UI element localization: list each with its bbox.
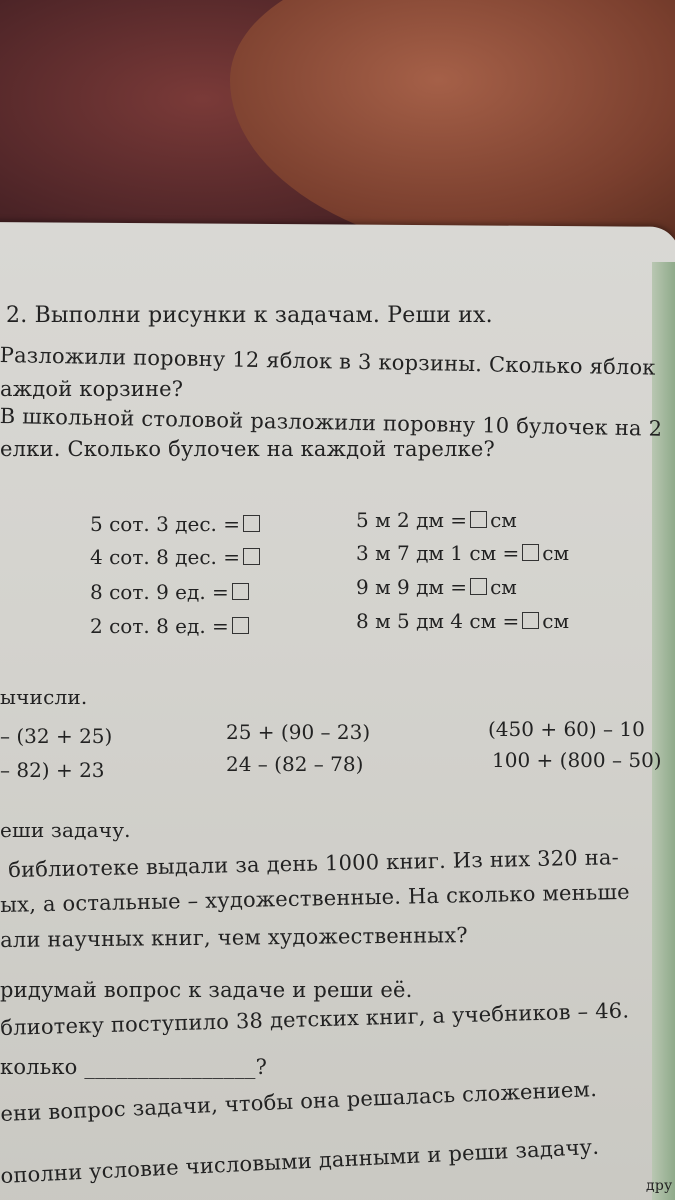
answer-box	[243, 515, 260, 532]
compute-r1-c1: – (32 + 25)	[0, 724, 113, 748]
conversion-left-3: 8 сот. 9 ед. =	[90, 580, 252, 604]
conversion-left-1: 5 сот. 3 дес. =	[90, 512, 263, 536]
conversion-right-4: 8 м 5 дм 4 см = см	[356, 609, 570, 633]
task2-line-b2: елки. Сколько булочек на каждой тарелке?	[0, 437, 495, 461]
problem-line-1: библиотеке выдали за день 1000 книг. Из них 320 на-	[8, 845, 620, 882]
task2-line-a1: Разложили поровну 12 яблок в 3 корзины. Сколько яблок	[0, 343, 656, 380]
compute-r2-c3: 100 + (800 – 50)	[492, 748, 662, 772]
task2-line-a2: аждой корзине?	[0, 377, 184, 401]
problem-line-3: али научных книг, чем художественных?	[0, 923, 468, 952]
conversion-left-4: 2 сот. 8 ед. =	[90, 614, 252, 638]
answer-box	[522, 612, 539, 629]
compute-r1-c3: (450 + 60) – 10	[488, 717, 645, 741]
task2-line-b1: В школьной столовой разложили поровну 10 булочек на 2	[0, 404, 663, 441]
problem-heading: еши задачу.	[0, 818, 131, 842]
question-line-2: колько ________________?	[0, 1055, 268, 1079]
problem-line-2: ых, а остальные – художественные. На сколько меньше	[0, 879, 631, 917]
conversion-left-2: 4 сот. 8 дес. =	[90, 545, 263, 569]
page-edge	[652, 262, 675, 1200]
compute-r2-c1: – 82) + 23	[0, 758, 105, 782]
change-line-1: ени вопрос задачи, чтобы она решалась сложением.	[0, 1077, 598, 1126]
compute-r1-c2: 25 + (90 – 23)	[226, 720, 371, 744]
compute-r2-c2: 24 – (82 – 78)	[226, 752, 364, 776]
complete-line-2: дру	[646, 1178, 673, 1194]
answer-box	[243, 548, 260, 565]
answer-box	[232, 583, 249, 600]
answer-box	[470, 511, 487, 528]
compute-heading: ычисли.	[0, 685, 88, 709]
question-heading: ридумай вопрос к задаче и реши её.	[0, 978, 413, 1002]
answer-box	[470, 578, 487, 595]
complete-line-1: ополни условие числовыми данными и реши задачу.	[0, 1134, 600, 1188]
conversion-right-2: 3 м 7 дм 1 см = см	[356, 541, 570, 565]
task2-header: 2. Выполни рисунки к задачам. Реши их.	[6, 303, 493, 328]
conversion-right-3: 9 м 9 дм = см	[356, 575, 517, 599]
blank-line: ________________	[84, 1055, 256, 1079]
conversion-right-1: 5 м 2 дм = см	[356, 508, 517, 532]
answer-box	[232, 617, 249, 634]
answer-box	[522, 544, 539, 561]
question-line-1: блиотеку поступило 38 детских книг, а учебников – 46.	[0, 998, 630, 1040]
